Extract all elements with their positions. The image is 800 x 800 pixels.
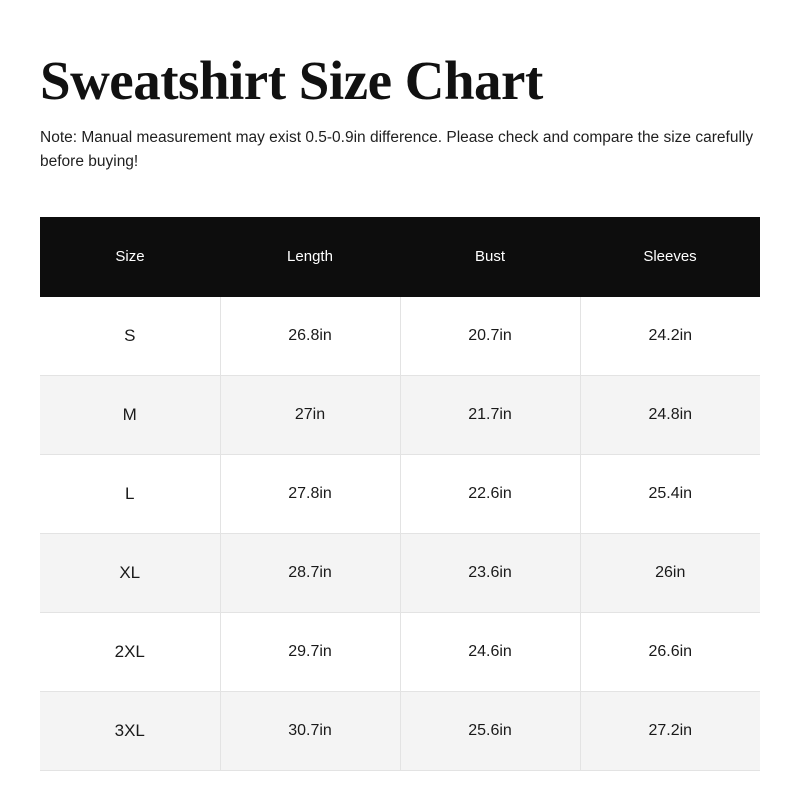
cell-bust: 21.7in <box>400 375 580 454</box>
column-header-length: Length <box>220 217 400 297</box>
table-row <box>40 691 760 770</box>
cell-sleeves: 27.2in <box>580 691 760 770</box>
cell-sleeves: 25.4in <box>580 454 760 533</box>
cell-bust: 20.7in <box>400 297 580 376</box>
page-title: Sweatshirt Size Chart <box>40 50 543 111</box>
cell-size: S <box>40 297 220 376</box>
cell-length: 26.8in <box>220 297 400 376</box>
table-row <box>40 612 760 691</box>
cell-length: 27.8in <box>220 454 400 533</box>
cell-size: 3XL <box>40 691 220 770</box>
cell-sleeves: 26in <box>580 533 760 612</box>
size-chart-table <box>40 217 760 771</box>
cell-length: 29.7in <box>220 612 400 691</box>
cell-sleeves: 26.6in <box>580 612 760 691</box>
cell-bust: 22.6in <box>400 454 580 533</box>
cell-size: 2XL <box>40 612 220 691</box>
cell-bust: 25.6in <box>400 691 580 770</box>
cell-length: 27in <box>220 375 400 454</box>
table-row <box>40 454 760 533</box>
size-chart-table-wrapper <box>40 217 760 771</box>
cell-sleeves: 24.8in <box>580 375 760 454</box>
cell-length: 28.7in <box>220 533 400 612</box>
cell-length: 30.7in <box>220 691 400 770</box>
table-row <box>40 533 760 612</box>
cell-bust: 24.6in <box>400 612 580 691</box>
cell-bust: 23.6in <box>400 533 580 612</box>
table-body <box>40 297 760 771</box>
column-header-sleeves: Sleeves <box>580 217 760 297</box>
cell-size: M <box>40 375 220 454</box>
table-header <box>40 217 760 297</box>
measurement-note: Note: Manual measurement may exist 0.5-0.9in difference. Please check and compare the size carefully before buying! <box>40 128 754 170</box>
column-header-bust: Bust <box>400 217 580 297</box>
cell-sleeves: 24.2in <box>580 297 760 376</box>
column-header-size: Size <box>40 217 220 297</box>
cell-size: L <box>40 454 220 533</box>
table-row <box>40 375 760 454</box>
table-header-row <box>40 217 760 297</box>
cell-size: XL <box>40 533 220 612</box>
table-row <box>40 297 760 376</box>
